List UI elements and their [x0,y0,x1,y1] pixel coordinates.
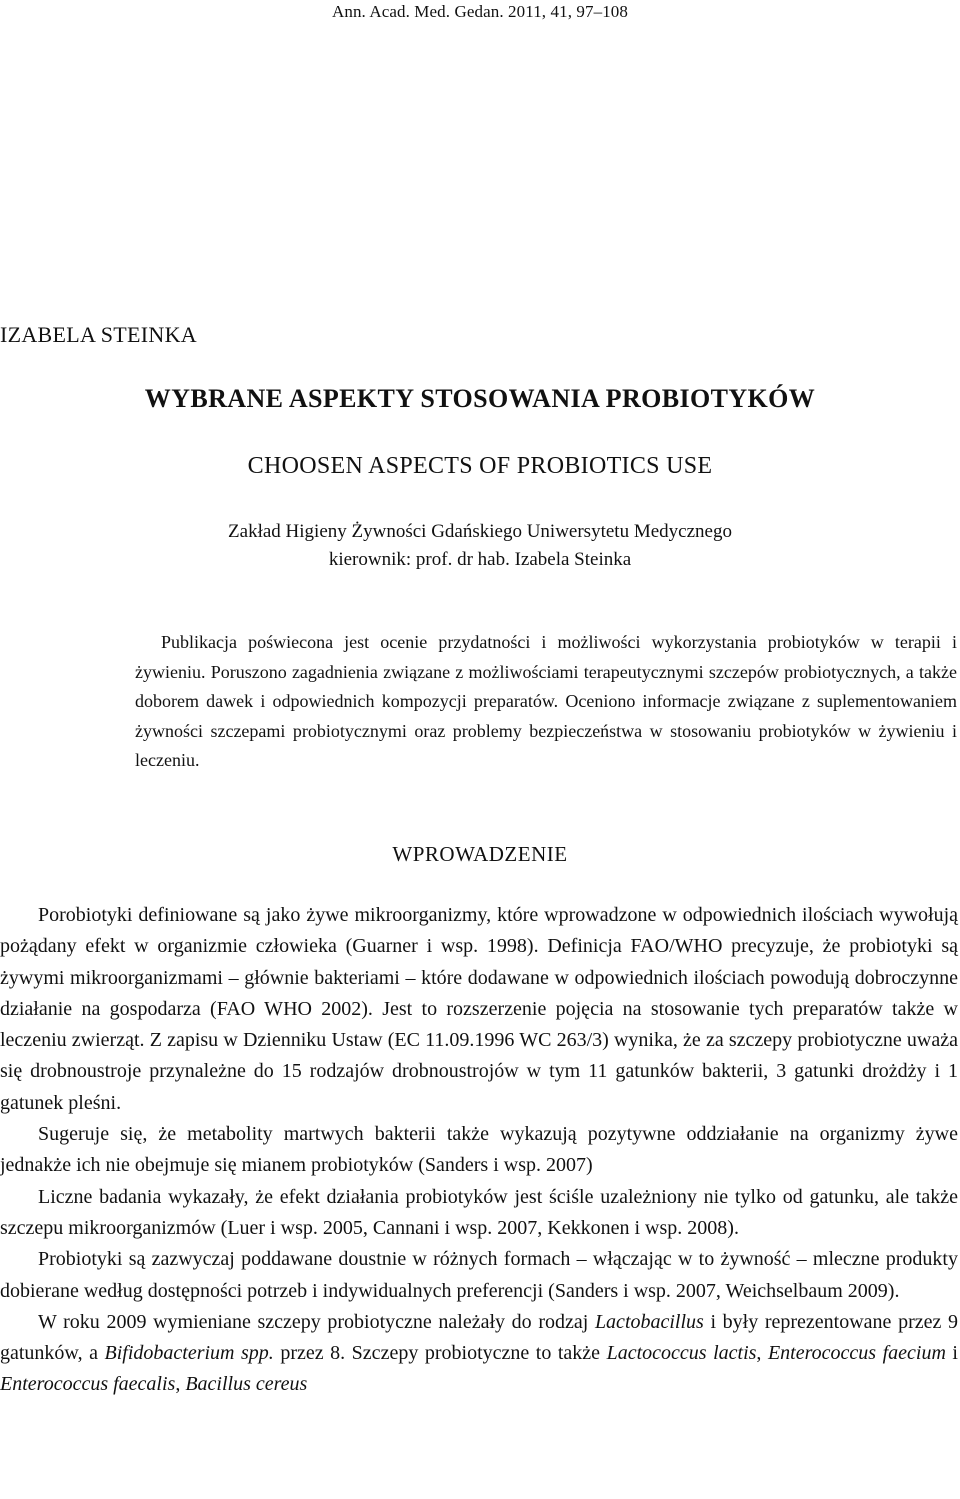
paragraph-3: Liczne badania wykazały, że efekt działania probiotyków jest ściśle uzależniony nie tylko od gatunku, ale także szczepu mikroorganizmów (Luer i wsp. 2005, Cannani i wsp. 2007, Kekkonen i wsp. 2008). [0,1185,958,1239]
abstract-text: Publikacja poświecona jest ocenie przydatności i możliwości wykorzystania probiotyków w terapii i żywieniu. Poruszono zagadnienia związane z możliwościami terapeutycznymi szczepów probiotycznych, a także doborem dawek i odpowiednich kompozycji preparatów. Oceniono informacje związane z suplementowaniem żywności szczepami probiotycznymi oraz problemy bezpieczeństwa w stosowaniu probiotyków w żywieniu i leczeniu. [135,632,957,770]
genus-lactobacillus: Lactobacillus [594,1310,704,1333]
paragraph-1: Porobiotyki definiowane są jako żywe mikroorganizmy, które wprowadzone w odpowiednich ilościach wywołują pożądany efekt w organizmie człowieka (Guarner i wsp. 1998). Definicja FAO/WHO precyzuje, że probiotyki są żywymi mikroorganizmami – głównie bakteriami – które dodawane w odpowiednich ilościach powodują dobroczynne działanie na gospodarza (FAO WHO 2002). Jest to rozszerzenie pojęcia na stosowanie tych preparatów także w leczeniu zwierząt. Z zapisu w Dzienniku Ustaw (EC 11.09.1996 WC 263/3) wynika, że za szczepy probiotyczne uważa się drobnoustroje przynależne do 15 rodzajów drobnoustrojów w tym 11 gatunków bakterii, 3 gatunki drożdży i 1 gatunek pleśni. [0,904,958,1114]
p5-text-1: W roku 2009 wymieniane szczepy probiotyczne należały do rodzaj [38,1310,595,1333]
p5-text-3: przez 8. Szczepy probiotyczne to także [273,1342,607,1365]
author-name: IZABELA STEINKA [0,322,197,347]
p5-text-2: i były reprezentowane przez 9 gatunków, a [0,1310,958,1365]
journal-citation: Ann. Acad. Med. Gedan. 2011, 41, 97–108 [331,2,628,21]
p5-text-5: i [945,1342,958,1365]
genus-bifidobacterium: Bifidobacterium spp. [104,1342,274,1365]
abstract [135,628,957,776]
affiliation-head: kierownik: prof. dr hab. Izabela Steinka [328,549,632,570]
body-text [0,900,958,1401]
title-english: CHOOSEN ASPECTS OF PROBIOTICS USE [247,453,713,479]
species-enterococcus-faecalis: Enterococcus faecalis [0,1373,176,1396]
species-bacillus-cereus: Bacillus cereus [185,1373,308,1396]
paragraph-4: Probiotyki są zazwyczaj poddawane doustnie w różnych formach – włączając w to żywność – mleczne produkty dobierane według dostępności potrzeb i indywidualnych preferencji (Sanders i wsp. 2007, Weichselbaum 2009). [0,1248,958,1302]
species-lactococcus-lactis: Lactococcus lactis [606,1342,757,1365]
paragraph-5 [0,1307,958,1401]
p5-text-4: , [756,1342,768,1365]
affiliation [0,518,960,574]
title-polish: WYBRANE ASPEKTY STOSOWANIA PROBIOTYKÓW [144,384,816,413]
paragraph-2: Sugeruje się, że metabolity martwych bakterii także wykazują pozytywne oddziałanie na organizmy żywe jednakże ich nie obejmuje się mianem probiotyków (Sanders i wsp. 2007) [0,1123,958,1177]
p5-text-6: , [175,1373,186,1396]
affiliation-institution: Zakład Higieny Żywności Gdańskiego Uniwersytetu Medycznego [228,521,732,542]
section-heading: WPROWADZENIE [392,842,568,866]
species-enterococcus-faecium: Enterococcus faecium [767,1342,946,1365]
